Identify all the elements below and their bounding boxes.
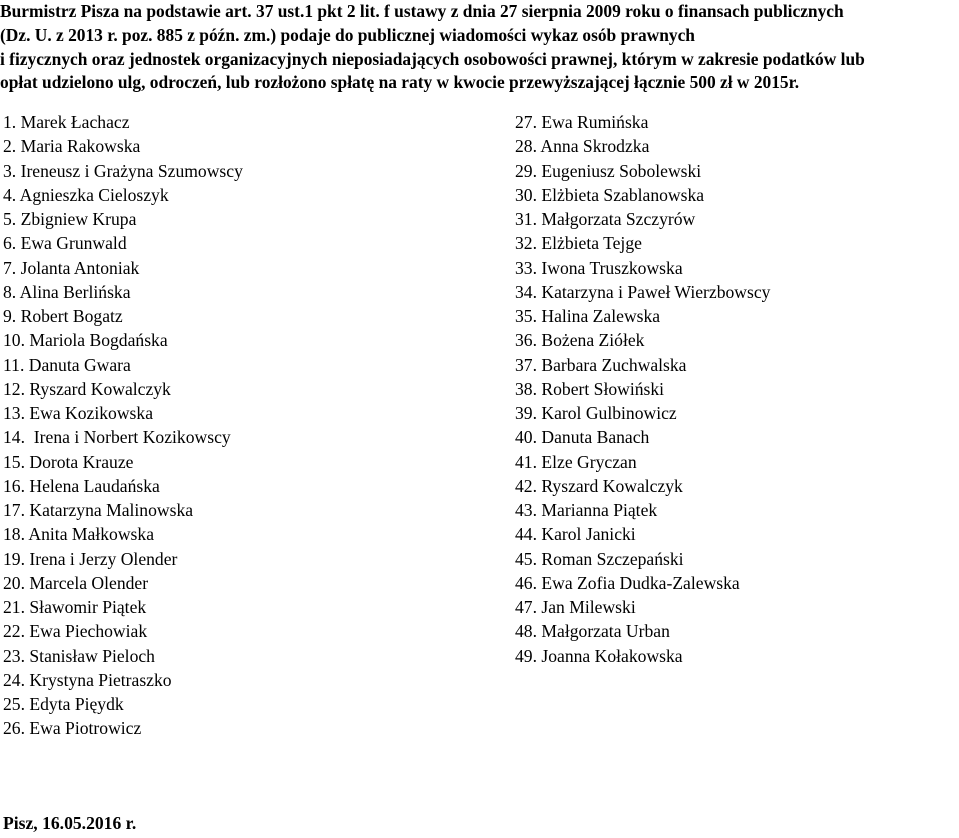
list-item: 25. Edyta Pięydk [3, 694, 124, 714]
list-item: 43. Marianna Piątek [515, 500, 658, 520]
list-item: 1. Marek Łachacz [3, 112, 130, 132]
list-item: 46. Ewa Zofia Dudka-Zalewska [515, 572, 740, 593]
list-item: 20. Marcela Olender [3, 572, 149, 593]
name-list-left [3, 110, 483, 741]
intro-line: opłat udzielono ulg, odroczeń, lub rozłożono spłatę na raty w kwocie przewyższającej łącznie 500 zł w 2015r. [0, 72, 800, 93]
list-item: 19. Irena i Jerzy Olender [3, 548, 178, 569]
list-item: 23. Stanisław Pieloch [3, 645, 155, 666]
list-item: 36. Bożena Ziółek [515, 330, 645, 351]
list-item: 11. Danuta Gwara [3, 354, 131, 375]
list-item: 45. Roman Szczepański [515, 548, 684, 569]
list-item: 26. Ewa Piotrowicz [3, 718, 142, 739]
list-item: 14. Irena i Norbert Kozikowscy [3, 427, 231, 448]
list-item: 49. Joanna Kołakowska [515, 645, 683, 666]
list-item: 5. Zbigniew Krupa [3, 209, 137, 229]
list-item: 21. Sławomir Piątek [3, 597, 147, 617]
list-item: 33. Iwona Truszkowska [515, 257, 683, 278]
list-item: 35. Halina Zalewska [515, 306, 661, 326]
list-item: 9. Robert Bogatz [3, 306, 123, 326]
list-item: 12. Ryszard Kowalczyk [3, 378, 171, 399]
list-item: 10. Mariola Bogdańska [3, 330, 168, 351]
list-item: 13. Ewa Kozikowska [3, 403, 154, 423]
list-item: 2. Maria Rakowska [3, 136, 141, 157]
list-item: 44. Karol Janicki [515, 524, 636, 545]
list-item: 27. Ewa Rumińska [515, 112, 649, 132]
list-item: 6. Ewa Grunwald [3, 233, 127, 254]
list-item: 39. Karol Gulbinowicz [515, 403, 677, 423]
list-item: 40. Danuta Banach [515, 427, 650, 448]
list-item: 17. Katarzyna Malinowska [3, 500, 194, 520]
list-item: 22. Ewa Piechowiak [3, 621, 148, 642]
name-list-right [515, 110, 955, 668]
list-item: 42. Ryszard Kowalczyk [515, 475, 683, 496]
list-item: 31. Małgorzata Szczyrów [515, 209, 696, 229]
list-item: 29. Eugeniusz Sobolewski [515, 160, 702, 181]
list-item: 8. Alina Berlińska [3, 281, 131, 302]
list-item: 28. Anna Skrodzka [515, 136, 650, 157]
list-item: 30. Elżbieta Szablanowska [515, 184, 705, 205]
place-and-date: Pisz, 16.05.2016 r. [3, 813, 137, 833]
list-item: 4. Agnieszka Cieloszyk [3, 184, 169, 205]
list-item: 48. Małgorzata Urban [515, 621, 670, 642]
list-item: 47. Jan Milewski [515, 597, 636, 617]
list-item: 15. Dorota Krauze [3, 451, 134, 472]
list-item: 38. Robert Słowiński [515, 378, 665, 399]
list-item: 24. Krystyna Pietraszko [3, 669, 172, 690]
list-item: 32. Elżbieta Tejge [515, 233, 642, 254]
intro-line: i fizycznych oraz jednostek organizacyjnych nieposiadających osobowości prawnej, którym w zakresie podatków lub [0, 48, 865, 69]
list-item: 3. Ireneusz i Grażyna Szumowscy [3, 160, 243, 181]
list-item: 37. Barbara Zuchwalska [515, 354, 687, 375]
list-item: 34. Katarzyna i Paweł Wierzbowscy [515, 281, 771, 302]
intro-line: (Dz. U. z 2013 r. poz. 885 z późn. zm.) podaje do publicznej wiadomości wykaz osób prawnych [0, 24, 695, 45]
list-item: 41. Elze Gryczan [515, 451, 637, 472]
list-item: 7. Jolanta Antoniak [3, 257, 140, 278]
list-item: 18. Anita Małkowska [3, 524, 154, 545]
list-item: 16. Helena Laudańska [3, 475, 160, 496]
intro-line: Burmistrz Pisza na podstawie art. 37 ust.1 pkt 2 lit. f ustawy z dnia 27 sierpnia 2009 roku o finansach publicznych [0, 1, 844, 21]
intro-paragraph [0, 0, 959, 95]
